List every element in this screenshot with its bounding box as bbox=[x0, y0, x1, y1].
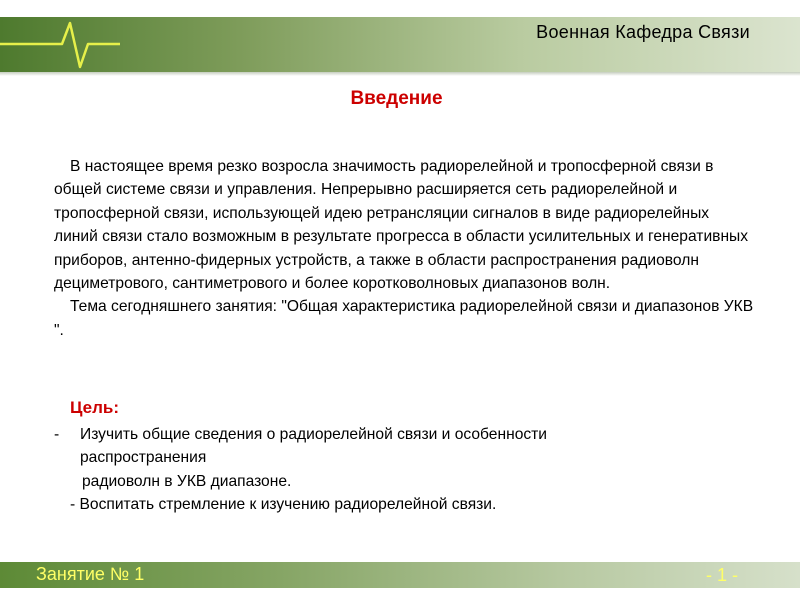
header-shadow bbox=[0, 72, 800, 76]
goal-text-continuation: радиоволн в УКВ диапазоне. bbox=[82, 472, 292, 490]
goals-list bbox=[54, 423, 754, 517]
goal-item bbox=[54, 423, 754, 493]
slide-title: Введение bbox=[350, 88, 443, 109]
department-title: Военная Кафедра Связи bbox=[536, 22, 750, 42]
intro-text bbox=[54, 155, 754, 342]
goal-text: Изучить общие сведения о радиорелейной связи и особенности распространения bbox=[80, 426, 548, 467]
list-dash: - bbox=[54, 426, 60, 443]
goal-heading: Цель: bbox=[70, 398, 119, 417]
goal-item: - Воспитать стремление к изучению радиорелейной связи. bbox=[70, 496, 497, 514]
pulse-line-icon bbox=[0, 17, 120, 72]
intro-paragraph: В настоящее время резко возросла значимость радиорелейной и тропосферной связи в общей системе связи и управления. Непрерывно расширяется сеть радиорелейной и тропосферной связи, использующей идею ретрансляции сигналов в виде радиорелейных линий связи стало возможным в результате прогресса в области усилительных и генеративных приборов, антенно-фидерных устройств, а также в области распространения радиоволн дециметрового, сантиметрового и более коротковолновых диапазонов волн. bbox=[54, 158, 749, 293]
page-number: - 1 - bbox=[705, 565, 738, 585]
lesson-number: Занятие № 1 bbox=[36, 564, 145, 584]
topic-paragraph: Тема сегодняшнего занятия: "Общая характеристика радиорелейной связи и диапазонов УКВ ". bbox=[54, 298, 754, 339]
